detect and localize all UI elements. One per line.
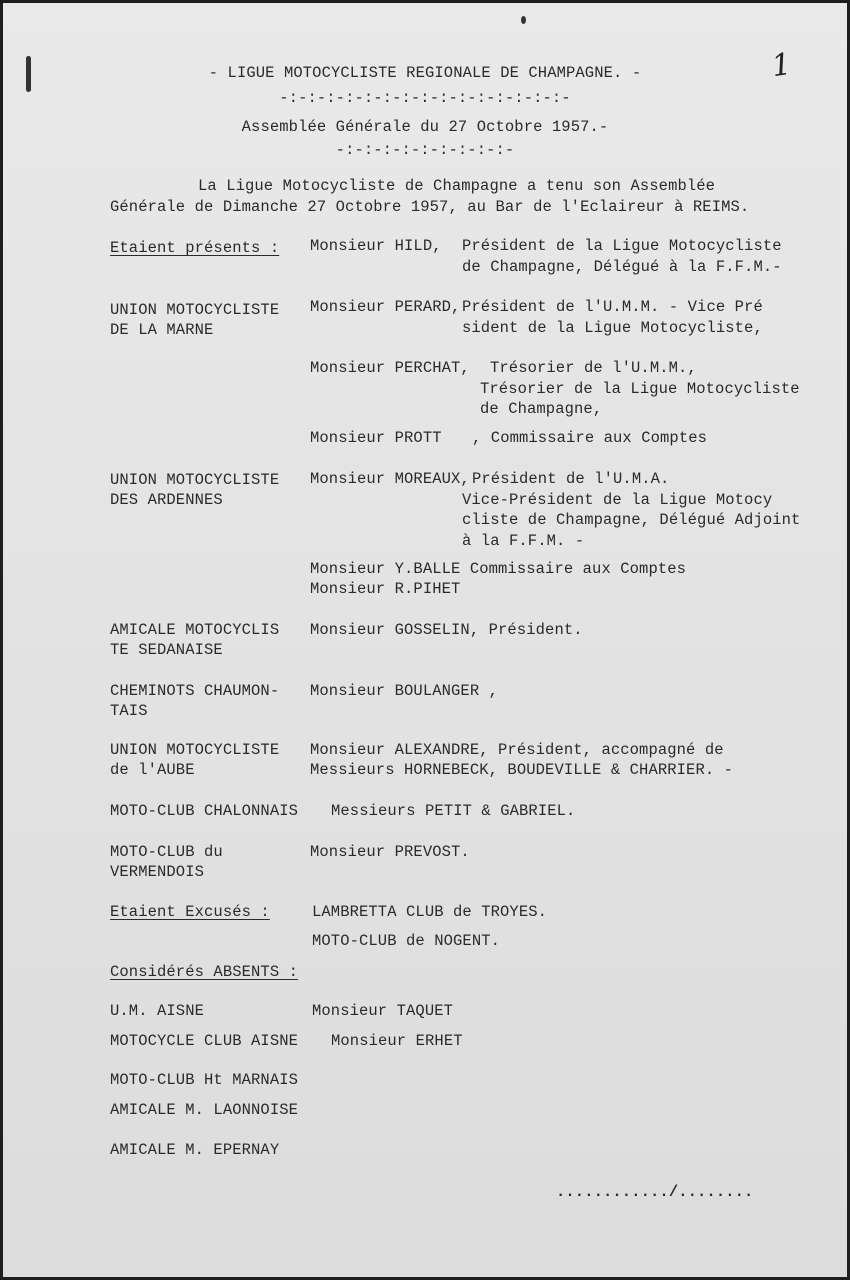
moreaux-role-2: Vice-Président de la Ligue Motocy xyxy=(462,491,773,509)
moreaux-role-4: à la F.F.M. - xyxy=(462,532,585,550)
absent-org: AMICALE M. EPERNAY xyxy=(110,1141,280,1159)
absent-org: U.M. AISNE xyxy=(110,1002,205,1020)
org-aube-1: UNION MOTOCYCLISTE xyxy=(110,741,280,759)
absent-person: Monsieur ERHET xyxy=(331,1032,463,1050)
intro-line-2: Générale de Dimanche 27 Octobre 1957, au Bar de l'Eclaireur à REIMS. xyxy=(110,198,750,216)
absent-org: AMICALE M. LAONNOISE xyxy=(110,1101,299,1119)
moreaux-role-1: Président de l'U.M.A. xyxy=(472,470,670,488)
hild-role-2: de Champagne, Délégué à la F.F.M.- xyxy=(462,258,782,276)
intro-line-1: La Ligue Motocycliste de Champagne a tenu son Assemblée xyxy=(198,177,716,195)
pihet-line: Monsieur R.PIHET xyxy=(310,580,461,598)
chalon-line: Messieurs PETIT & GABRIEL. xyxy=(331,802,576,820)
excuse-line-2: MOTO-CLUB de NOGENT. xyxy=(312,932,501,950)
prott-name: Monsieur PROTT xyxy=(310,429,442,447)
subtitle-rule: -:-:-:-:-:-:-:-:-:- xyxy=(335,141,515,159)
moreaux-role-3: cliste de Champagne, Délégué Adjoint xyxy=(462,511,801,529)
excuse-line-1: LAMBRETTA CLUB de TROYES. xyxy=(312,903,548,921)
excuses-heading: Etaient Excusés : xyxy=(110,903,270,921)
org-chalon: MOTO-CLUB CHALONNAIS xyxy=(110,802,299,820)
org-chaumont-2: TAIS xyxy=(110,702,148,720)
absent-person: Monsieur TAQUET xyxy=(312,1002,454,1020)
hild-name: Monsieur HILD, xyxy=(310,237,442,255)
org-sedan-1: AMICALE MOTOCYCLIS xyxy=(110,621,280,639)
perchat-role-1: Trésorier de l'U.M.M., xyxy=(490,359,697,377)
org-vermandois-2: VERMENDOIS xyxy=(110,863,205,881)
page-number: 1 xyxy=(769,46,794,85)
punch-hole xyxy=(521,16,526,24)
document-title: - LIGUE MOTOCYCLISTE REGIONALE DE CHAMPAGNE. - xyxy=(208,64,642,82)
alexandre-line-1: Monsieur ALEXANDRE, Président, accompagné de xyxy=(310,741,724,759)
perchat-name: Monsieur PERCHAT, xyxy=(310,359,470,377)
boulanger-line: Monsieur BOULANGER , xyxy=(310,682,499,700)
org-vermandois-1: MOTO-CLUB du xyxy=(110,843,223,861)
hild-role-1: Président de la Ligue Motocycliste xyxy=(462,237,782,255)
perchat-role-2: Trésorier de la Ligue Motocycliste xyxy=(480,380,800,398)
balle-line: Monsieur Y.BALLE Commissaire aux Comptes xyxy=(310,560,687,578)
prevost-line: Monsieur PREVOST. xyxy=(310,843,470,861)
org-aube-2: de l'AUBE xyxy=(110,761,195,779)
absent-org: MOTOCYCLE CLUB AISNE xyxy=(110,1032,299,1050)
org-uma-2: DES ARDENNES xyxy=(110,491,223,509)
perchat-role-3: de Champagne, xyxy=(480,400,603,418)
perard-role-2: sident de la Ligue Motocycliste, xyxy=(462,319,763,337)
org-chaumont-1: CHEMINOTS CHAUMON- xyxy=(110,682,280,700)
alexandre-line-2: Messieurs HORNEBECK, BOUDEVILLE & CHARRIER. - xyxy=(310,761,734,779)
gosselin-line: Monsieur GOSSELIN, Président. xyxy=(310,621,583,639)
org-umm-1: UNION MOTOCYCLISTE xyxy=(110,301,280,319)
absent-org: MOTO-CLUB Ht MARNAIS xyxy=(110,1071,299,1089)
document-subtitle: Assemblée Générale du 27 Octobre 1957.- xyxy=(241,118,609,136)
absents-heading: Considérés ABSENTS : xyxy=(110,963,299,981)
presents-heading: Etaient présents : xyxy=(110,239,280,257)
title-rule: -:-:-:-:-:-:-:-:-:-:-:-:-:-:-:- xyxy=(279,89,571,107)
org-sedan-2: TE SEDANAISE xyxy=(110,641,223,659)
prott-role: , Commissaire aux Comptes xyxy=(472,429,708,447)
continuation-mark: ............/........ xyxy=(556,1183,754,1201)
perard-role-1: Président de l'U.M.M. - Vice Pré xyxy=(462,298,763,316)
org-umm-2: DE LA MARNE xyxy=(110,321,214,339)
perard-name: Monsieur PERARD, xyxy=(310,298,461,316)
moreaux-name: Monsieur MOREAUX, xyxy=(310,470,470,488)
org-uma-1: UNION MOTOCYCLISTE xyxy=(110,471,280,489)
